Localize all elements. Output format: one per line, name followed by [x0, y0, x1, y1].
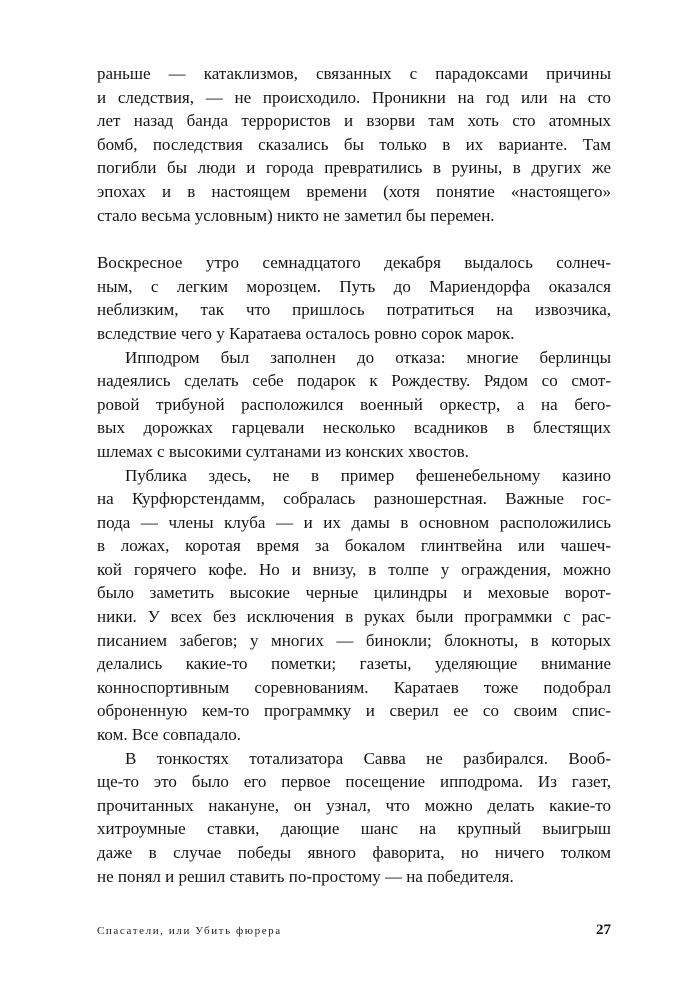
text-line: оброненную кем-то программку и сверил ее со своим спис-: [97, 701, 611, 721]
text-line: эпохах и в настоящем времени (хотя понятие «настоящего»: [97, 181, 611, 201]
text-line: ники. У всех без исключения в руках были программки с рас-: [97, 607, 611, 627]
text-line: неблизким, так что пришлось потратиться на извозчика,: [97, 300, 611, 320]
text-line: даже в случае победы явного фаворита, но ничего толком: [97, 843, 611, 862]
text-line: бомб, последствия сказались бы только в их варианте. Там: [97, 134, 611, 154]
text-line: хитроумные ставки, дающие шанс на крупный выигрыш: [97, 819, 611, 839]
text-line: надеялись сделать себе подарок к Рождеству. Рядом со смот-: [97, 371, 611, 391]
page-number: 27: [596, 922, 611, 938]
running-title: Спасатели, или Убить фюрера: [97, 925, 282, 937]
text-line: ным, с легким морозцем. Путь до Мариендорфа оказался: [97, 276, 611, 296]
text-line: и следствия, — не происходило. Проникни на год или на сто: [97, 87, 611, 107]
text-line: раньше — катаклизмов, связанных с парадоксами причины: [97, 64, 611, 83]
text-line: ком. Все совпадало.: [97, 725, 242, 745]
page-body: [97, 62, 611, 888]
text-line: делались какие-то пометки; газеты, уделяющие внимание: [97, 654, 611, 674]
text-line: вых дорожках гарцевали несколько всадников в блестящих: [97, 418, 611, 438]
paragraph: [97, 747, 611, 889]
paragraph: [97, 464, 611, 747]
text-line: стало весьма условным) никто не заметил бы перемен.: [97, 205, 495, 225]
text-line: писанием забегов; у многих — бинокли; блокноты, в которых: [97, 630, 611, 650]
text-line: пода — члены клуба — и их дамы в основном расположились: [97, 512, 611, 532]
text-line: прочитанных накануне, он узнал, что можно делать какие-то: [97, 795, 611, 815]
text-line: В тонкостях тотализатора Савва не разбирался. Вооб-: [125, 748, 611, 768]
text-line: Ипподром был заполнен до отказа: многие берлинцы: [125, 347, 611, 367]
paragraph: [97, 62, 611, 227]
text-line: лет назад банда террористов и взорви там хоть сто атомных: [97, 111, 611, 131]
text-line: на Курфюрстендамм, собралась разношерстная. Важные гос-: [97, 489, 611, 509]
text-line: в ложах, коротая время за бокалом глинтвейна или чашеч-: [97, 536, 611, 556]
paragraph: [97, 346, 611, 464]
text-line: кой горячего кофе. Но и внизу, в толпе у ограждения, можно: [97, 559, 611, 579]
text-line: шлемах с высокими султанами из конских хвостов.: [97, 441, 469, 461]
text-line: Публика здесь, не в пример фешенебельному казино: [125, 465, 611, 485]
text-line: было заметить высокие черные цилиндры и меховые ворот-: [97, 583, 611, 603]
text-line: не понял и решил ставить по-простому — на победителя.: [97, 866, 514, 886]
page-footer: [97, 922, 611, 939]
text-line: вследствие чего у Каратаева осталось ровно сорок марок.: [97, 323, 515, 343]
text-line: погибли бы люди и города превратились в руины, в других же: [97, 158, 611, 178]
paragraph: [97, 251, 611, 345]
text-line: конноспортивным соревнованиям. Каратаев тоже подобрал: [97, 677, 611, 697]
text-line: ще-то это было его первое посещение ипподрома. Из газет,: [97, 772, 611, 792]
text-line: ровой трибуной расположился военный оркестр, а на бего-: [97, 394, 611, 414]
text-line: Воскресное утро семнадцатого декабря выдалось солнеч-: [97, 253, 611, 273]
